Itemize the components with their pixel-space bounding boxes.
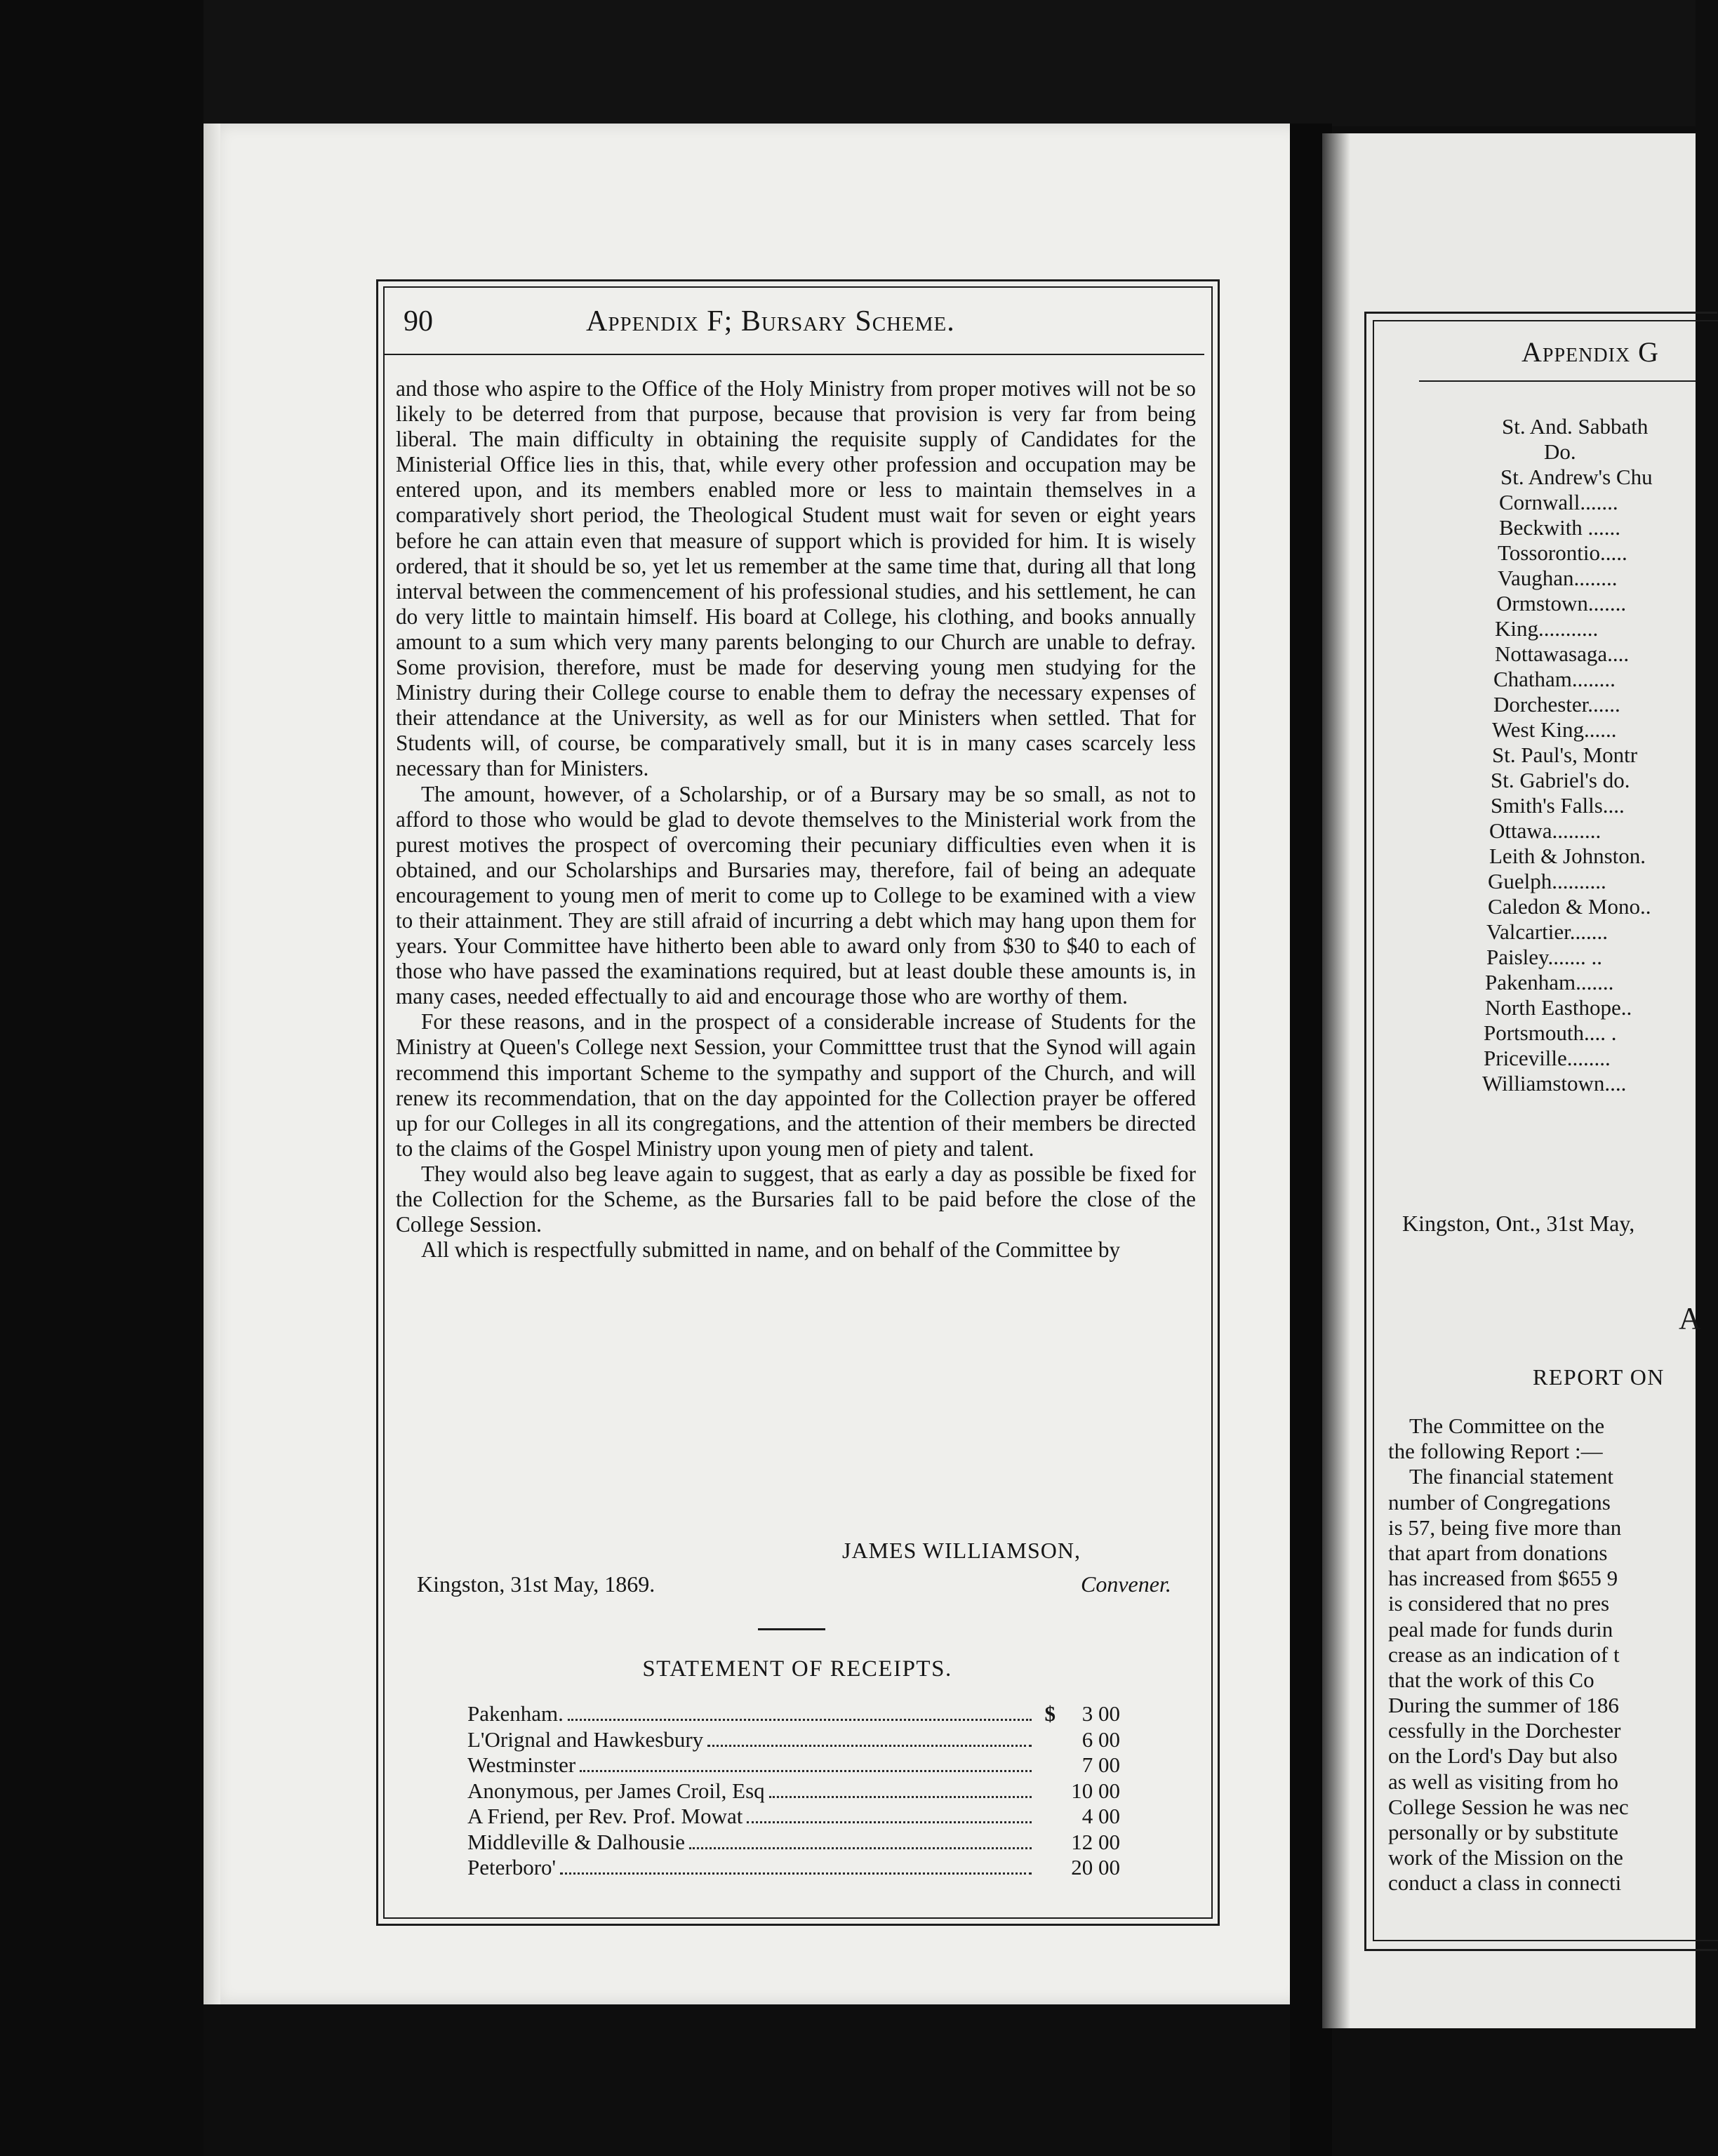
receipt-amount: 12 00 bbox=[1071, 1829, 1120, 1854]
receipt-amount: 7 00 bbox=[1081, 1752, 1120, 1777]
text-line: The financial statement bbox=[1409, 1464, 1613, 1489]
left-page-edge bbox=[204, 124, 220, 2004]
list-item: Valcartier....... bbox=[1486, 919, 1609, 944]
receipt-row bbox=[467, 1752, 1120, 1778]
receipt-row bbox=[467, 1804, 1120, 1830]
text-line: cessfully in the Dorchester bbox=[1388, 1718, 1621, 1743]
text-line: on the Lord's Day but also bbox=[1388, 1743, 1618, 1769]
report-title: REPORT ON bbox=[1533, 1364, 1665, 1390]
text-line: that apart from donations bbox=[1388, 1540, 1608, 1565]
running-head: Appendix F; Bursary Scheme. bbox=[586, 305, 955, 338]
list-item: North Easthope.. bbox=[1485, 995, 1632, 1020]
list-item: St. Gabriel's do. bbox=[1491, 768, 1630, 792]
text-line: the following Report :— bbox=[1388, 1439, 1603, 1464]
leader-dots bbox=[580, 1770, 1032, 1772]
page-number: 90 bbox=[404, 305, 433, 338]
list-item: Ottawa......... bbox=[1489, 818, 1602, 843]
right-date-line: Kingston, Ont., 31st May, bbox=[1402, 1211, 1635, 1236]
list-item: Paisley....... .. bbox=[1486, 945, 1603, 969]
list-item: Dorchester...... bbox=[1493, 692, 1620, 717]
text-line: number of Congregations bbox=[1388, 1489, 1611, 1515]
date-line: Kingston, 31st May, 1869. bbox=[417, 1571, 655, 1597]
text-line: that the work of this Co bbox=[1388, 1667, 1594, 1692]
list-item: Ormstown....... bbox=[1496, 591, 1627, 615]
receipt-name: Pakenham. bbox=[467, 1701, 564, 1726]
list-item: St. Andrew's Chu bbox=[1500, 465, 1653, 489]
paragraph: The amount, however, of a Scholarship, or of a Bursary may be so small, as not to afford to those who would be glad to devote themselves to the Ministerial work from the purest motives the prospect of overcoming their pecuniary difficulties even when it is obtained, and our Scholarships and Bursaries may, therefore, fail of being an adequate encouragement to young men of merit to come up to College to be examined with a view to their attainment. They are still afraid of incurring a debt which may hang upon them for years. Your Committee have hitherto been able to award only from $30 to $40 to each of those who have passed the examinations required, but at least double these amounts is, in many cases, needed effectually to aid and encourage those who are worthy of them. bbox=[396, 781, 1196, 1009]
leader-dots bbox=[707, 1745, 1032, 1747]
text-line: peal made for funds durin bbox=[1388, 1616, 1613, 1642]
list-item: Nottawasaga.... bbox=[1495, 641, 1630, 666]
text-line: is 57, being five more than bbox=[1388, 1515, 1622, 1540]
closing-paragraph: All which is respectfully submitted in name, and on behalf of the Committee by bbox=[421, 1237, 1121, 1263]
right-running-head: Appendix G bbox=[1521, 336, 1660, 368]
text-line: conduct a class in connecti bbox=[1388, 1870, 1622, 1896]
leader-dots bbox=[747, 1821, 1032, 1823]
statement-title: STATEMENT OF RECEIPTS. bbox=[642, 1656, 952, 1682]
list-item: Portsmouth.... . bbox=[1484, 1020, 1617, 1045]
receipt-amount: 3 00 bbox=[1081, 1701, 1120, 1726]
receipt-row bbox=[467, 1778, 1120, 1804]
list-item: Leith & Johnston. bbox=[1489, 844, 1646, 868]
text-line: personally or by substitute bbox=[1388, 1820, 1619, 1844]
receipt-name: Westminster bbox=[467, 1752, 576, 1777]
signer-role: Convener. bbox=[1081, 1571, 1171, 1597]
list-item: Vaughan........ bbox=[1498, 566, 1618, 590]
paragraph: They would also beg leave again to suggest, that as early a day as possible be fixed for the Collection for the Scheme, as the Bursaries fall to be paid before the close of the College Session. bbox=[396, 1161, 1196, 1237]
list-item: St. And. Sabbath bbox=[1502, 414, 1649, 439]
signer-name: JAMES WILLIAMSON, bbox=[842, 1538, 1081, 1563]
paragraph: and those who aspire to the Office of the Holy Ministry from proper motives will not be so likely to be deterred from that purpose, because that provision is very far from being liberal. The main difficulty in obtaining the requisite supply of Candidates for the Ministerial Office lies in this, that, while every other profession and occupation may be entered upon, and its members enabled more or less to maintain themselves in a comparatively short period, the Theological Student must wait for seven or eight years before he can attain even that measure of support which is provided for him. It is wisely ordered, that it should be so, yet let us remember at the same time that, during all that long interval between the commencement of his professional studies, and his settlement, he can do very little to maintain himself. His board at College, his clothing, and books annually amount to a sum which very many parents belonging to our Church are unable to defray. Some provision, therefore, must be made for deserving young men studying for the Ministry during their College course to enable them to defray the necessary expenses of their attendance at the University, as well as for our Ministers when settled. That for Students will, of course, be comparatively small, but it is in many cases scarcely less necessary than for Ministers. bbox=[396, 376, 1196, 781]
text-line: is considered that no pres bbox=[1388, 1591, 1610, 1616]
list-item: Beckwith ...... bbox=[1499, 515, 1621, 540]
receipt-row bbox=[467, 1830, 1120, 1856]
list-item: Caledon & Mono.. bbox=[1488, 894, 1651, 919]
receipt-amount: 10 00 bbox=[1071, 1778, 1120, 1803]
body-text bbox=[396, 376, 1196, 1263]
leader-dots bbox=[568, 1719, 1032, 1721]
list-item: Guelph.......... bbox=[1488, 869, 1606, 893]
receipt-amount: 4 00 bbox=[1081, 1804, 1120, 1828]
receipt-name: Peterboro' bbox=[467, 1855, 557, 1879]
receipt-amount: 20 00 bbox=[1071, 1855, 1120, 1879]
list-item: Smith's Falls.... bbox=[1491, 793, 1625, 818]
section-letter: A bbox=[1679, 1301, 1701, 1336]
list-item: St. Paul's, Montr bbox=[1492, 743, 1638, 767]
leader-dots bbox=[769, 1796, 1032, 1798]
list-item: Priceville........ bbox=[1484, 1046, 1611, 1070]
list-item: Williamstown.... bbox=[1482, 1071, 1627, 1096]
right-page-shadow bbox=[1322, 133, 1350, 2028]
right-header-rule bbox=[1419, 380, 1696, 382]
receipt-amount: 6 00 bbox=[1081, 1726, 1120, 1752]
receipt-name: Middleville & Dalhousie bbox=[467, 1829, 685, 1854]
text-line: The Committee on the bbox=[1409, 1413, 1605, 1438]
receipt-row bbox=[467, 1701, 1120, 1727]
scan-background-top bbox=[0, 0, 1696, 126]
receipt-row bbox=[467, 1727, 1120, 1753]
text-line: During the summer of 186 bbox=[1388, 1693, 1619, 1718]
text-line: work of the Mission on the bbox=[1388, 1845, 1623, 1870]
receipt-name: Anonymous, per James Croil, Esq bbox=[467, 1778, 765, 1803]
receipt-name: L'Orignal and Hawkesbury bbox=[467, 1726, 704, 1752]
header-rule bbox=[385, 354, 1204, 355]
text-line: College Session he was nec bbox=[1388, 1794, 1629, 1819]
receipt-row bbox=[467, 1855, 1120, 1881]
scan-background-left bbox=[0, 0, 204, 2156]
text-line: crease as an indication of t bbox=[1388, 1642, 1620, 1667]
leader-dots bbox=[560, 1872, 1032, 1875]
leader-dots bbox=[689, 1847, 1032, 1849]
list-item: Pakenham....... bbox=[1485, 970, 1614, 994]
list-item: King........... bbox=[1495, 616, 1599, 641]
paragraph: For these reasons, and in the prospect of a considerable increase of Students for the Ministry at Queen's College next Session, your Committtee trust that the Synod will again recommend this important Scheme to the sympathy and support of the Church, and will renew its recommendation, that on the day appointed for the Collection prayer be offered up for our Colleges in all its congregations, and the attention of their members be directed to the claims of the Gospel Ministry upon young men of piety and talent. bbox=[396, 1009, 1196, 1161]
section-divider bbox=[758, 1628, 825, 1630]
receipts-table bbox=[467, 1701, 1120, 1881]
list-item: Cornwall....... bbox=[1499, 490, 1618, 514]
receipt-name: A Friend, per Rev. Prof. Mowat bbox=[467, 1804, 743, 1828]
text-line: has increased from $655 9 bbox=[1388, 1566, 1618, 1591]
list-item: Do. bbox=[1544, 439, 1576, 464]
list-item: Chatham........ bbox=[1493, 667, 1616, 691]
list-item: West King...... bbox=[1492, 717, 1617, 742]
list-item: Tossorontio..... bbox=[1498, 540, 1627, 565]
page-header bbox=[404, 300, 1197, 342]
text-line: as well as visiting from ho bbox=[1388, 1769, 1619, 1794]
report-text bbox=[1388, 1413, 1697, 1896]
currency-symbol: $ bbox=[1044, 1701, 1056, 1726]
